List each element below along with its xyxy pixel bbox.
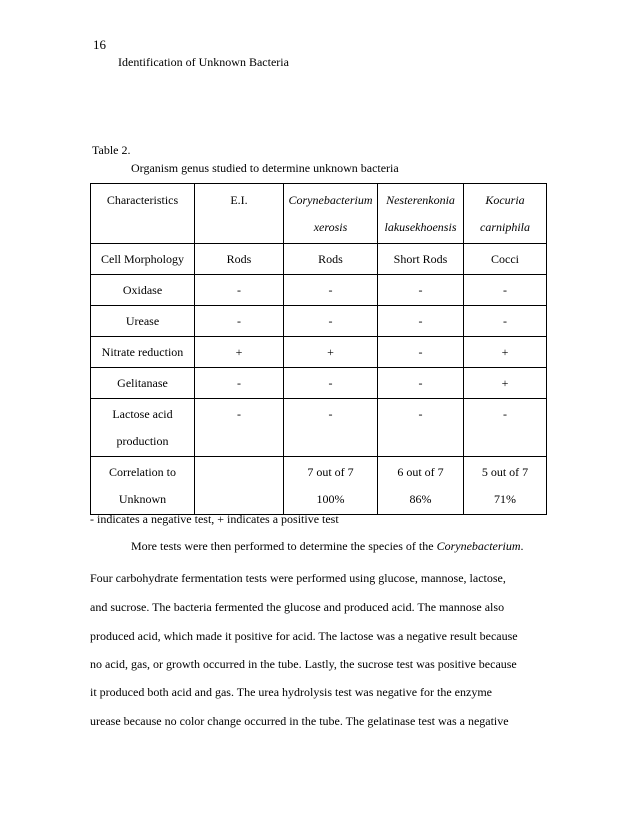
- body-line: [131, 539, 524, 554]
- column-header-text: Corynebacterium: [288, 193, 373, 207]
- table-row: [91, 368, 547, 399]
- row-label-text: production: [116, 434, 169, 448]
- row-label: Urease: [91, 306, 195, 337]
- table-cell: Rods: [284, 244, 378, 275]
- row-label: Nitrate reduction: [91, 337, 195, 368]
- column-header: [91, 184, 195, 244]
- table-row: [91, 275, 547, 306]
- body-text: More tests were then performed to determine the species of the: [131, 539, 434, 553]
- column-header-text: lakusekhoensis: [384, 220, 457, 234]
- body-line: and sucrose. The bacteria fermented the glucose and produced acid. The mannose also: [90, 600, 505, 614]
- column-header-text: Kocuria: [485, 193, 525, 207]
- cell-text: 100%: [316, 492, 345, 506]
- table-row: [91, 399, 547, 457]
- table-caption: Organism genus studied to determine unknown bacteria: [131, 161, 399, 175]
- table-cell: -: [378, 368, 464, 399]
- row-label: Gelitanase: [91, 368, 195, 399]
- body-line: no acid, gas, or growth occurred in the tube. Lastly, the sucrose test was positive because: [90, 657, 517, 671]
- table-row: [91, 306, 547, 337]
- column-header: [464, 184, 547, 244]
- body-line: Four carbohydrate fermentation tests were performed using glucose, mannose, lactose,: [90, 571, 506, 585]
- table-cell: -: [195, 275, 284, 306]
- table-cell: -: [284, 306, 378, 337]
- table-cell: -: [195, 399, 284, 457]
- row-label: Oxidase: [91, 275, 195, 306]
- row-label: [91, 457, 195, 515]
- table-cell: [284, 457, 378, 515]
- column-header-text: E.I.: [230, 193, 248, 207]
- table-label: Table 2.: [92, 143, 131, 157]
- running-head: Identification of Unknown Bacteria: [118, 55, 289, 69]
- column-header-text: Characteristics: [106, 193, 179, 207]
- table-cell: -: [378, 275, 464, 306]
- body-text-italic: Corynebacterium: [436, 539, 521, 553]
- table-cell: [464, 457, 547, 515]
- cell-text: 71%: [494, 492, 516, 506]
- table-cell: -: [464, 306, 547, 337]
- table-legend: - indicates a negative test, + indicates a positive test: [90, 512, 339, 526]
- table-cell: Short Rods: [378, 244, 464, 275]
- table-row: [91, 457, 547, 515]
- page-number: 16: [93, 37, 106, 52]
- table-cell: +: [464, 337, 547, 368]
- table-cell: [378, 457, 464, 515]
- table-cell: -: [284, 275, 378, 306]
- table-header-row: [91, 184, 547, 244]
- body-line: produced acid, which made it positive for acid. The lactose was a negative result because: [90, 629, 518, 643]
- column-header-text: carniphila: [480, 220, 530, 234]
- table-row: [91, 337, 547, 368]
- table-cell: -: [195, 306, 284, 337]
- table-cell: [195, 457, 284, 515]
- table-cell: -: [464, 399, 547, 457]
- cell-text: 5 out of 7: [481, 465, 529, 479]
- cell-text: 7 out of 7: [307, 465, 354, 479]
- characteristics-table: [90, 183, 547, 515]
- column-header: [284, 184, 378, 244]
- table-cell: Rods: [195, 244, 284, 275]
- body-text: .: [520, 539, 524, 553]
- row-label: Cell Morphology: [91, 244, 195, 275]
- body-line: urease because no color change occurred in the tube. The gelatinase test was a negative: [90, 714, 509, 728]
- table-cell: +: [284, 337, 378, 368]
- table-cell: +: [195, 337, 284, 368]
- table-cell: -: [464, 275, 547, 306]
- column-header-text: xerosis: [313, 220, 348, 234]
- table-cell: +: [464, 368, 547, 399]
- table-cell: -: [284, 368, 378, 399]
- table-cell: -: [378, 399, 464, 457]
- table-cell: -: [378, 306, 464, 337]
- table-row: [91, 244, 547, 275]
- table-cell: -: [284, 399, 378, 457]
- column-header-text: Nesterenkonia: [386, 193, 455, 207]
- table-cell: Cocci: [464, 244, 547, 275]
- table-cell: -: [195, 368, 284, 399]
- row-label-text: Unknown: [118, 492, 167, 506]
- row-label: [91, 399, 195, 457]
- column-header: [378, 184, 464, 244]
- cell-text: 6 out of 7: [397, 465, 444, 479]
- table-cell: -: [378, 337, 464, 368]
- row-label-text: Correlation to: [109, 465, 176, 479]
- cell-text: 86%: [409, 492, 432, 506]
- column-header: [195, 184, 284, 244]
- row-label-text: Lactose acid: [112, 407, 173, 421]
- body-line: it produced both acid and gas. The urea hydrolysis test was negative for the enzyme: [90, 685, 492, 699]
